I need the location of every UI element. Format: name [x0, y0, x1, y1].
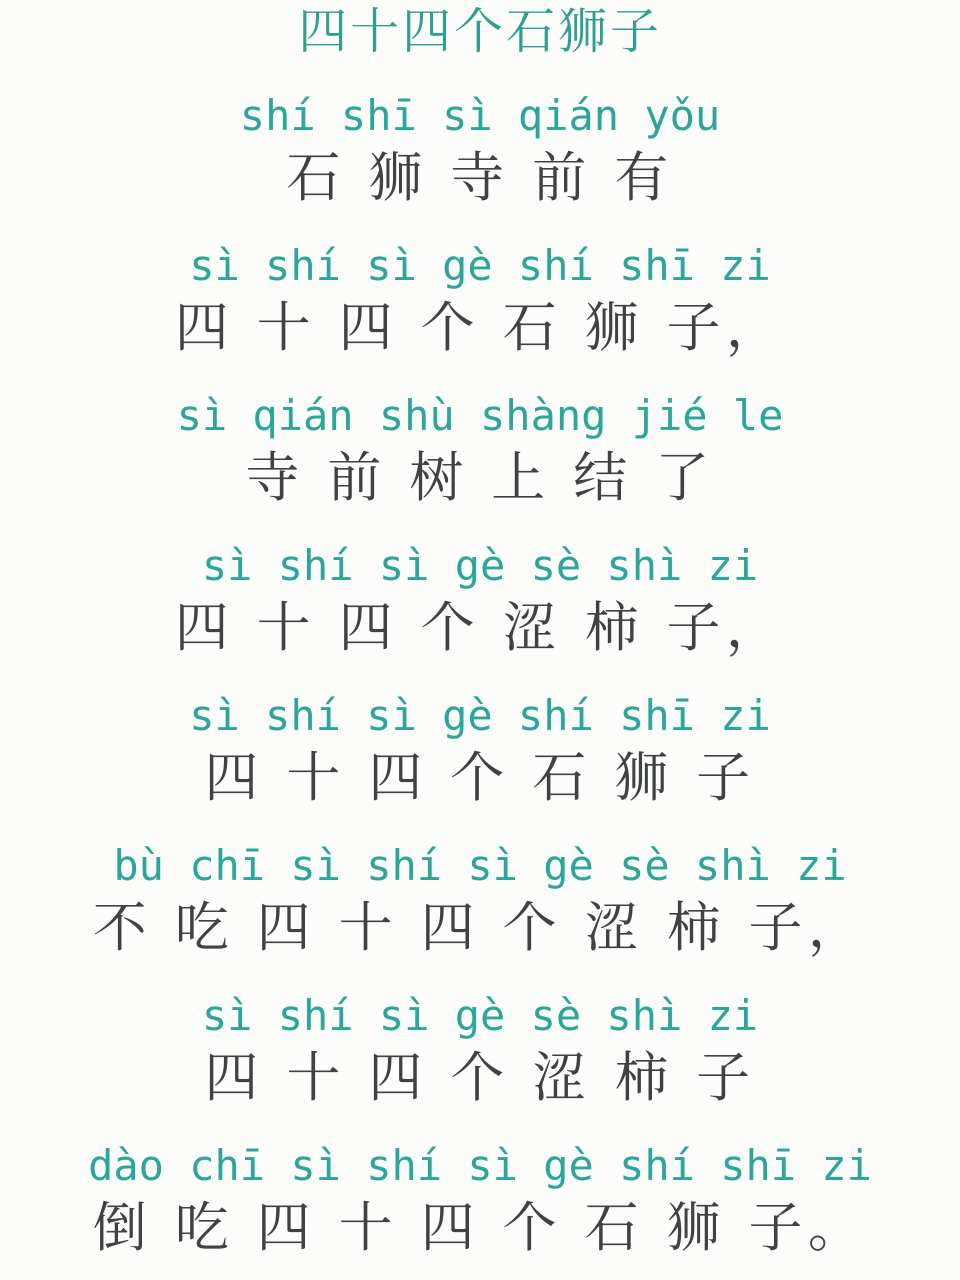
couplet-4	[0, 540, 960, 658]
pinyin-line-7: sì shí sì gè sè shì zi	[201, 991, 759, 1040]
hanzi-line-3: 寺 前 树 上 结 了	[245, 446, 715, 509]
couplet-8	[0, 1140, 960, 1258]
couplet-6	[0, 840, 960, 958]
hanzi-line-6: 不 吃 四 十 四 个 涩 柿 子，	[92, 896, 868, 959]
page-title: 四十四个石狮子	[298, 3, 662, 60]
pinyin-line-1: shí shī sì qián yǒu	[239, 91, 721, 140]
pinyin-line-4: sì shí sì gè sè shì zi	[201, 541, 759, 590]
pinyin-line-3: sì qián shù shàng jié le	[176, 391, 784, 440]
hanzi-line-2: 四 十 四 个 石 狮 子，	[174, 296, 786, 359]
hanzi-line-1: 石 狮 寺 前 有	[286, 146, 674, 209]
pinyin-line-5: sì shí sì gè shí shī zi	[189, 691, 771, 740]
couplet-2	[0, 240, 960, 358]
pinyin-line-8: dào chī sì shí sì gè shí shī zi	[88, 1141, 872, 1190]
hanzi-line-5: 四 十 四 个 石 狮 子	[204, 746, 756, 809]
couplet-3	[0, 390, 960, 508]
poem-body	[0, 90, 960, 1258]
couplet-5	[0, 690, 960, 808]
pinyin-line-6: bù chī sì shí sì gè sè shì zi	[113, 841, 847, 890]
couplet-7	[0, 990, 960, 1108]
hanzi-line-4: 四 十 四 个 涩 柿 子，	[174, 596, 786, 659]
couplet-1	[0, 90, 960, 208]
hanzi-line-7: 四 十 四 个 涩 柿 子	[204, 1046, 756, 1109]
hanzi-line-8: 倒 吃 四 十 四 个 石 狮 子。	[92, 1196, 868, 1259]
pinyin-line-2: sì shí sì gè shí shī zi	[189, 241, 771, 290]
